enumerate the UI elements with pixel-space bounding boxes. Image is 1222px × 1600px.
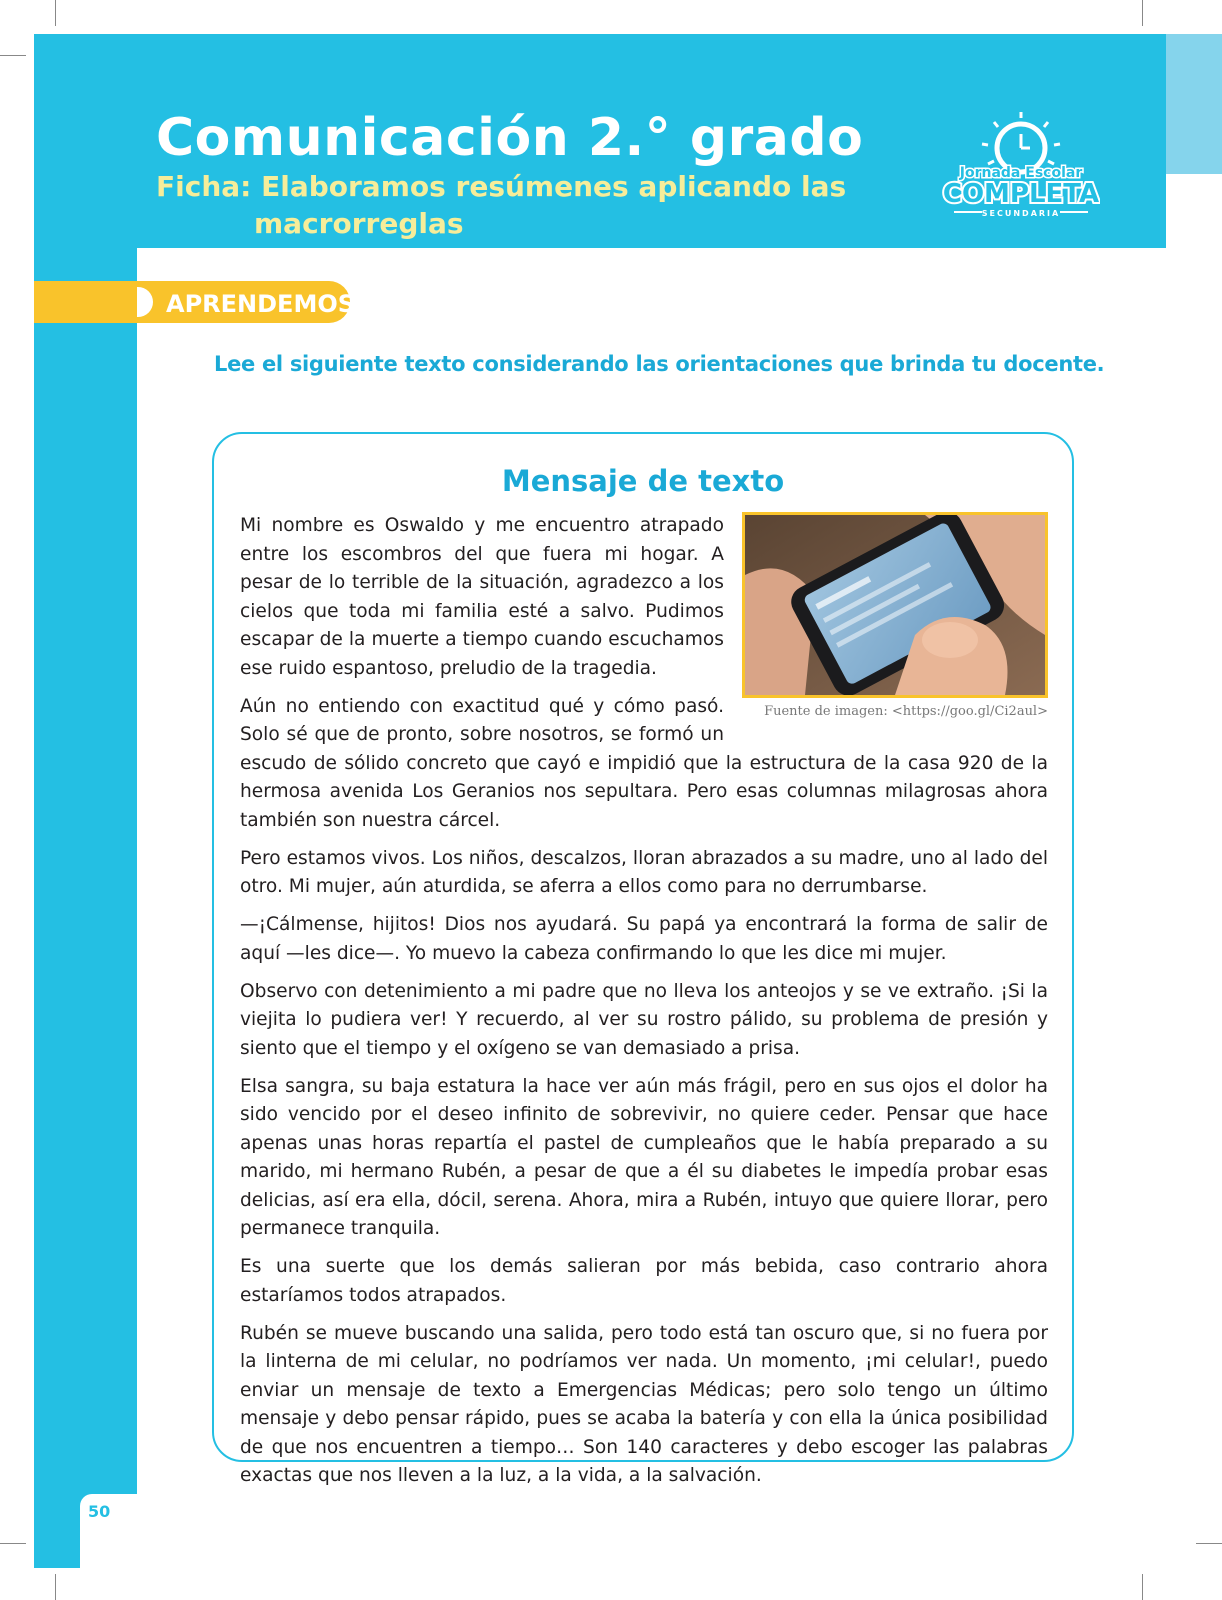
crop-mark: [0, 1543, 26, 1544]
subtitle-line-1: Ficha: Elaboramos resúmenes aplicando las: [156, 170, 847, 203]
jornada-escolar-logo: [942, 104, 1100, 224]
crop-mark: [1142, 0, 1143, 26]
section-label: APRENDEMOS: [166, 290, 356, 318]
subtitle-line-2: macrorreglas: [254, 207, 464, 240]
story-title: Mensaje de texto: [501, 464, 785, 498]
left-band: [34, 248, 137, 1568]
story-paragraph-2: Aún no entiendo con exactitud qué y cómo pasó. Solo sé que de pronto, sobre nosotros, se formó un escudo de sólido concreto que cayó e impidió que la estructura de la casa 920 de la hermosa avenida Los Geranios nos sepultara. Pero esas columnas milagrosas ahora también son nuestra cárcel.: [240, 695, 1048, 831]
logo-line-2: COMPLETA: [942, 179, 1100, 209]
story-paragraph-3: Pero estamos vivos. Los niños, descalzos, lloran abrazados a su madre, uno al lado del otro. Mi mujer, aún aturdida, se aferra a ellos como para no derrumbarse.: [240, 847, 1048, 897]
story-paragraph-8: Rubén se mueve buscando una salida, pero todo está tan oscuro que, si no fuera por la linterna de mi celular, no podríamos ver nada. Un momento, ¡mi celular!, puedo enviar un mensaje de texto a Emergencias Médicas; pero solo tengo un último mensaje y debo pensar rápido, pues se acaba la batería y con ella la única posibilidad de que nos encuentren a tiempo… Son 140 caracteres y debo escoger las palabras exactas que nos lleven a la luz, a la vida, a la salvación.: [240, 1322, 1048, 1486]
crop-mark: [1196, 1543, 1222, 1544]
story-paragraph-1: Mi nombre es Oswaldo y me encuentro atrapado entre los escombros del que fuera mi hogar. A pesar de lo terrible de la situación, agradezco a los cielos que toda mi familia esté a salvo. Pudimos escapar de la muerte a tiempo cuando escuchamos ese ruido espantoso, preludio de la tragedia.: [240, 515, 724, 679]
story-paragraph-5: Observo con detenimiento a mi padre que no lleva los anteojos y se ve extraño. ¡Si la viejita lo pudiera ver! Y recuerdo, al ver su rostro pálido, su problema de presión y siento que el tiempo y el oxígeno se van demasiado a prisa.: [240, 980, 1048, 1059]
corner-tab: [1166, 34, 1222, 174]
logo-line-3: SECUNDARIA: [981, 209, 1061, 218]
story-paragraph-6: Elsa sangra, su baja estatura la hace ver aún más frágil, pero en sus ojos el dolor ha sido vencido por el deseo infinito de sobrevivir, no quiere ceder. Pensar que hace apenas unas horas repartía el pastel de cumpleaños que le había preparado a su marido, mi hermano Rubén, a pesar de que a él su diabetes le impedía probar esas delicias, así era ella, dócil, serena. Ahora, mira a Rubén, intuyo que quiere llorar, pero permanece tranquila.: [240, 1075, 1048, 1239]
crop-mark: [55, 1574, 56, 1600]
logo-line-1: Jornada Escolar: [959, 165, 1083, 181]
phone-in-hands-image: [745, 515, 1045, 695]
page-title: Comunicación 2.° grado: [156, 108, 864, 168]
phone-photo: [742, 512, 1048, 698]
crop-mark: [1142, 1574, 1143, 1600]
crop-mark: [55, 0, 56, 26]
clock-icon: [982, 112, 1060, 172]
story-paragraph-7: Es una suerte que los demás salieran por más bebida, caso contrario ahora estaríamos todos atrapados.: [240, 1256, 1048, 1306]
story-box: [212, 432, 1074, 1486]
crop-mark: [0, 55, 26, 56]
reading-instruction: Lee el siguiente texto considerando las orientaciones que brinda tu docente.: [214, 352, 1105, 376]
page-subtitle: [156, 168, 846, 242]
image-caption: Fuente de imagen: <https://goo.gl/Ci2aul>: [764, 704, 1048, 719]
story-paragraph-4: —¡Cálmense, hijitos! Dios nos ayudará. Su papá ya encontrará la forma de salir de aquí —les dice—. Yo muevo la cabeza confirmando lo que les dice mi mujer.: [240, 914, 1048, 964]
page-number: 50: [88, 1502, 111, 1521]
story-body: [240, 512, 1048, 1500]
story-image-figure: [742, 512, 1048, 728]
